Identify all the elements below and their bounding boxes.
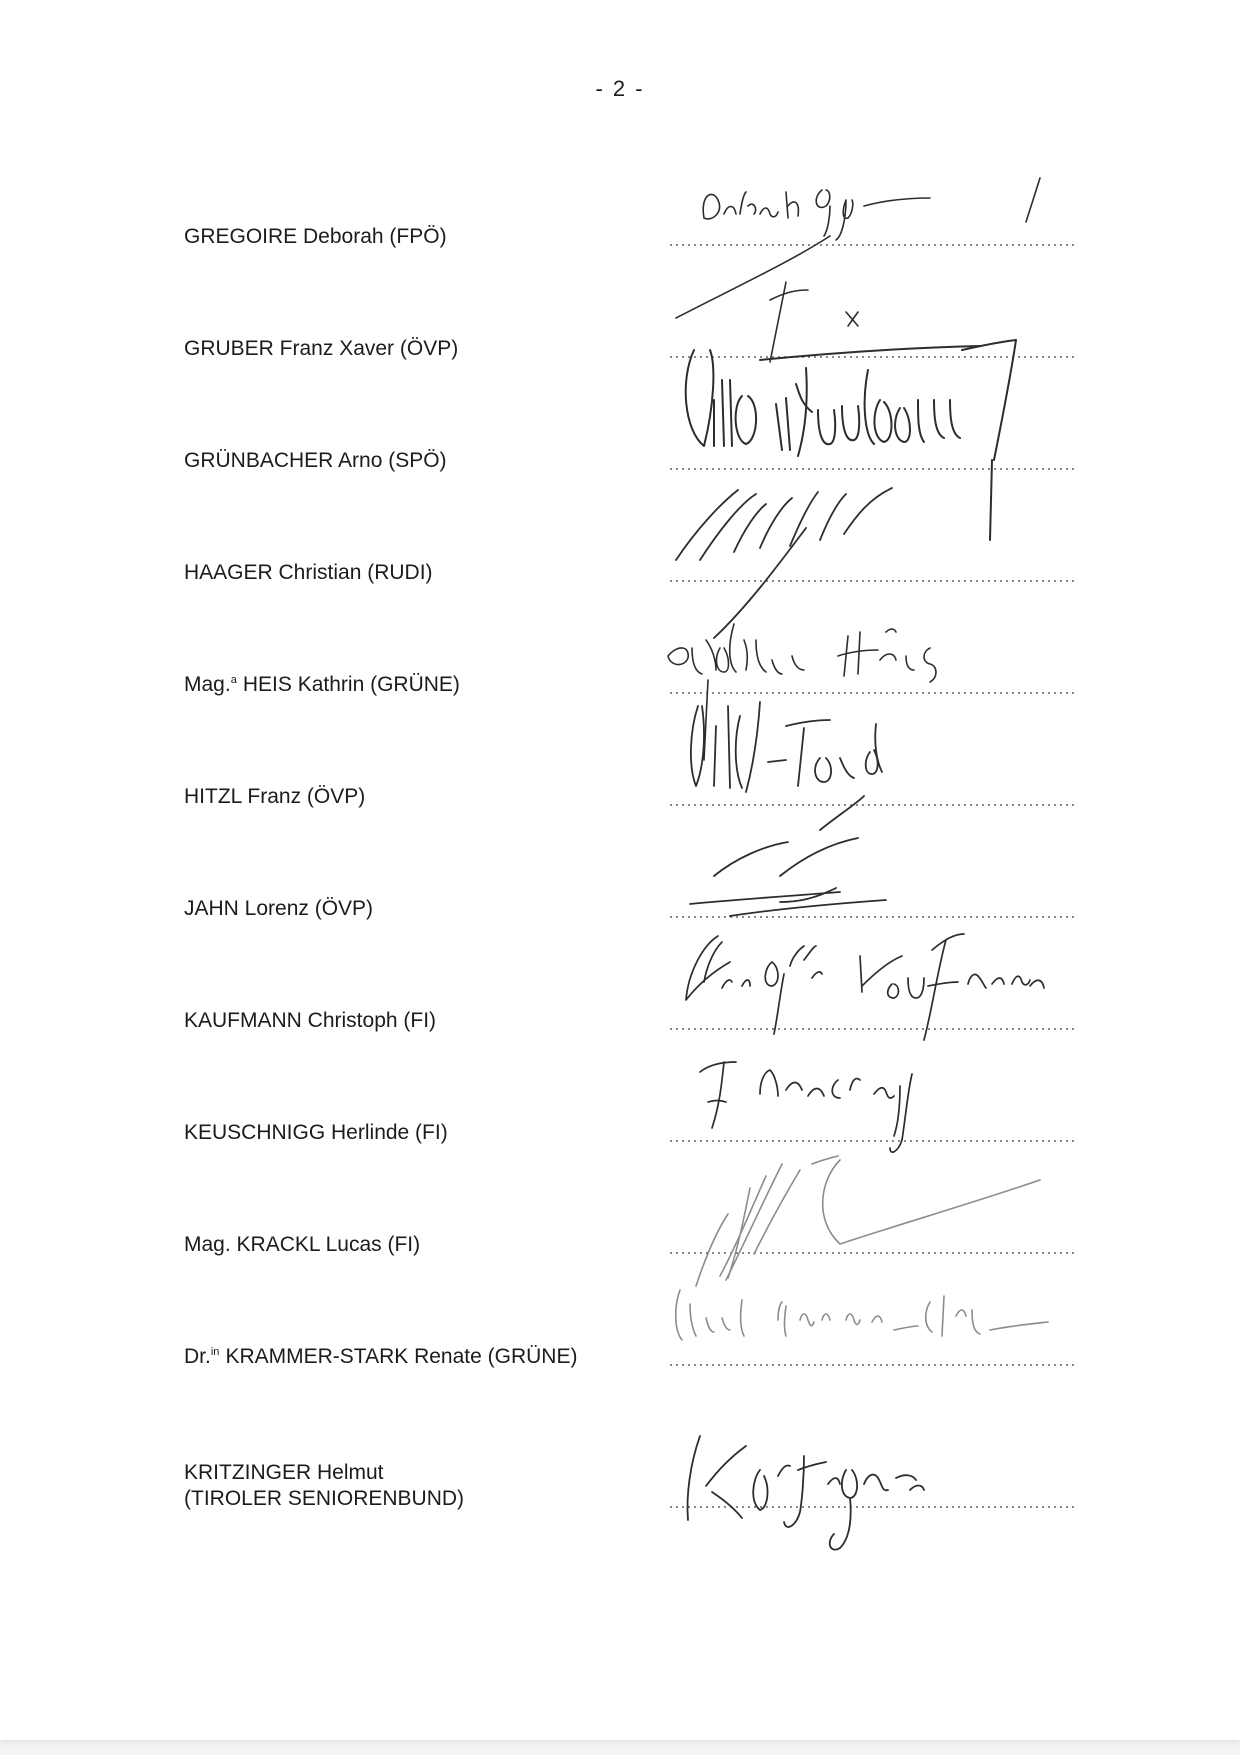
signature-row-gruber <box>0 308 1240 368</box>
signature-line <box>668 916 1076 918</box>
signature-row-gruenbacher <box>0 420 1240 480</box>
signatory-name: JAHN Lorenz (ÖVP) <box>184 897 374 920</box>
signatory-name: HAAGER Christian (RUDI) <box>184 561 433 584</box>
signature-row-haager <box>0 532 1240 592</box>
signature-row-krackl <box>0 1204 1240 1264</box>
signature-line <box>668 1364 1076 1366</box>
signature-row-gregoire <box>0 196 1240 256</box>
academic-title: Mag. <box>184 673 231 696</box>
title-suffix: in <box>210 1346 223 1358</box>
signatory-name <box>184 1460 464 1512</box>
signature-line <box>668 1028 1076 1030</box>
signature-line <box>668 244 1076 246</box>
signature-line <box>668 1252 1076 1254</box>
signatory-name-text: KRAMMER-STARK Renate (GRÜNE) <box>225 1345 578 1368</box>
signatory-name: HITZL Franz (ÖVP) <box>184 785 366 808</box>
signatory-name: GRUBER Franz Xaver (ÖVP) <box>184 337 459 360</box>
signature-line <box>668 804 1076 806</box>
page-number: - 2 - <box>595 76 645 101</box>
signature-row-krammer-stark <box>0 1316 1240 1376</box>
signature-line <box>668 580 1076 582</box>
signatory-name: KAUFMANN Christoph (FI) <box>184 1009 437 1032</box>
signatory-name <box>184 667 460 698</box>
signature-row-hitzl <box>0 756 1240 816</box>
signatory-name: GRÜNBACHER Arno (SPÖ) <box>184 449 447 472</box>
signature-line <box>668 356 1076 358</box>
signatory-name-text: HEIS Kathrin (GRÜNE) <box>242 673 460 696</box>
signatory-name <box>184 1339 577 1370</box>
title-suffix: a <box>230 674 240 686</box>
signatory-name: Mag. KRACKL Lucas (FI) <box>184 1233 421 1256</box>
signature-line <box>668 692 1076 694</box>
signature-row-kritzinger <box>0 1428 1240 1518</box>
signatory-name-line2: (TIROLER SENIORENBUND) <box>184 1487 465 1510</box>
signatory-name: KEUSCHNIGG Herlinde (FI) <box>184 1121 448 1144</box>
signatory-name-line1: KRITZINGER Helmut <box>184 1461 384 1484</box>
signature-line <box>668 1140 1076 1142</box>
signature-row-jahn <box>0 868 1240 928</box>
signature-row-kaufmann <box>0 980 1240 1040</box>
signatory-name: GREGOIRE Deborah (FPÖ) <box>184 225 447 248</box>
signature-line <box>668 1506 1076 1508</box>
signature-row-heis <box>0 644 1240 704</box>
signature-line <box>668 468 1076 470</box>
signature-row-keuschnigg <box>0 1092 1240 1152</box>
academic-title: Dr. <box>184 1345 211 1368</box>
